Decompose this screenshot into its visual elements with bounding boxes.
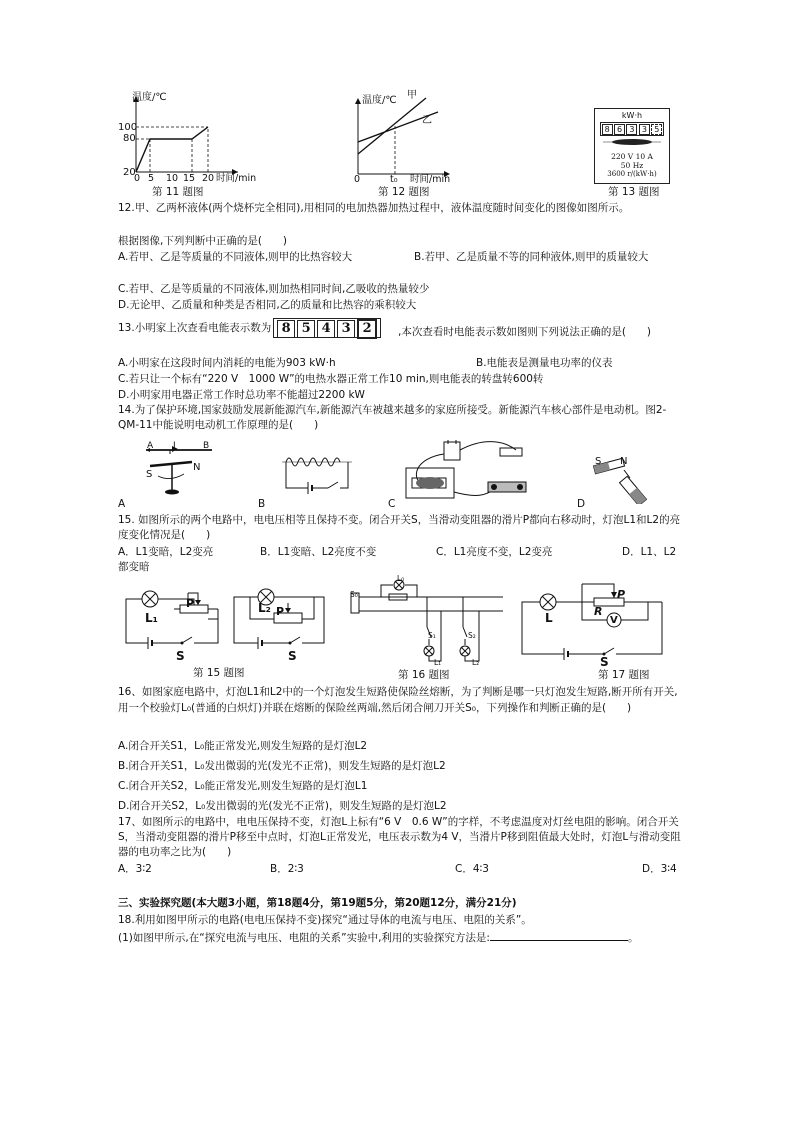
- q14-fig-d-label-n: N: [620, 456, 628, 467]
- q15-stem: 15. 如图所示的两个电路中，电电压相等且保持不变。闭合开关S，当滑动变阻器的滑片P都向右移动时，灯泡L1和L2的亮度变化情况是( ): [118, 514, 681, 541]
- fig16-circuit: [345, 575, 505, 667]
- q14-fig-c: [396, 438, 536, 502]
- q13-digit: 8: [277, 320, 295, 338]
- q14-fig-b: [278, 448, 354, 496]
- q14-stem: 14.为了保护环境,国家鼓励发展新能源汽车,新能源汽车被越来越多的家庭所接受。新能源汽车核心部件是电动机。图2-QM-11中能说明电动机工作原理的是( ): [118, 404, 667, 431]
- fig16-label-l0: L₀: [397, 574, 405, 583]
- q16-option-b: B.闭合开关S1，L₀发出微弱的光(发光不正常)，则发生短路的是灯泡L2: [118, 760, 446, 772]
- q12-option-c: C.若甲、乙是等质量的不同液体,则加热相同时间,乙吸收的热量较少: [118, 283, 430, 295]
- q13-option-d: D.小明家用电器正常工作时总功率不能超过2200 kW: [118, 389, 365, 401]
- fig16-label-s0: S₀: [350, 590, 358, 599]
- q14-label-b: B: [258, 498, 266, 510]
- fig15-label-s-left: S: [176, 649, 185, 663]
- fig13-digit-window: [600, 122, 664, 136]
- q14-label-c: C: [388, 498, 396, 510]
- q14-fig-a-label-n: N: [193, 462, 201, 473]
- q12-option-b: B.若甲、乙是质量不等的同种液体,则甲的质量较大: [414, 251, 649, 263]
- fig12-xtick-t0: t₀: [390, 174, 398, 185]
- q15-option-d: D．L1、L2都变暗: [118, 546, 677, 573]
- q14-fig-a-label-s: S: [146, 469, 153, 480]
- fig13-frequency: 50 Hz: [620, 160, 644, 170]
- fig13-digit: 3: [626, 124, 637, 135]
- fig11-ytick-100: 100: [118, 122, 138, 133]
- fig11-xlabel: 时间/min: [216, 173, 257, 184]
- fig16-caption: 第 16 题图: [398, 669, 450, 681]
- fig15-label-l2: L₂: [258, 601, 271, 615]
- fig15-label-l1: L₁: [145, 611, 158, 625]
- q16-stem: 16、如图家庭电路中，灯泡L1和L2中的一个灯泡发生短路使保险丝熔断，为了判断是哪一只灯泡发生短路,断开所有开关,用一个校验灯L₀(普通的白炽灯)并联在熔断的保险丝两端,然后闭合闸刀开关S₀，下列操作和判断正确的是( ): [118, 686, 678, 715]
- q13-meter-reading: [273, 318, 381, 338]
- fig16-label-s1: S₁: [428, 631, 436, 640]
- fig17-circuit: [518, 580, 668, 662]
- q16-option-c: C.闭合开关S2，L₀能正常发光,则发生短路的是灯泡L1: [118, 780, 368, 792]
- fig12-xlabel: 时间/min: [410, 174, 451, 185]
- fig13-digit: 5: [651, 124, 662, 135]
- fig15-label-p-right: P: [276, 605, 285, 618]
- q14-label-d: D: [577, 498, 586, 510]
- fig16-label-lamp2: L₂: [472, 658, 480, 667]
- fig17-label-l: L: [545, 611, 553, 625]
- fig13-rating: 220 V 10 A: [611, 151, 653, 161]
- q15-option-c: C．L1亮度不变，L2变亮: [436, 546, 553, 558]
- q16-option-a: A.闭合开关S1，L₀能正常发光,则发生短路的是灯泡L2: [118, 740, 368, 752]
- fig17-label-p: P: [617, 588, 626, 601]
- q13-option-a: A.小明家在这段时间内消耗的电能为903 kW·h: [118, 357, 336, 369]
- fig12-xtick-0: 0: [354, 174, 361, 185]
- q13-option-c: C.若只让一个标有“220 V 1000 W”的电热水器正常工作10 min,则电能表的转盘转600转: [118, 373, 544, 385]
- q12-stem-2: 根据图像,下列判断中正确的是( ): [118, 235, 288, 247]
- fig15-label-s-right: S: [288, 649, 297, 663]
- fig13-unit: kW·h: [621, 111, 643, 120]
- q16-option-d: D.闭合开关S2，L₀发出微弱的光(发光不正常)，则发生短路的是灯泡L2: [118, 800, 447, 812]
- fig17-caption: 第 17 题图: [598, 669, 650, 681]
- q12-stem: 12.甲、乙两杯液体(两个烧杯完全相同),用相同的电加热器加热过程中，液体温度随时间变化的图像如图所示。: [118, 202, 630, 214]
- q18-answer-blank[interactable]: [490, 930, 628, 941]
- fig15-caption: 第 15 题图: [193, 667, 245, 679]
- fig13-meter: [594, 108, 670, 184]
- q14-fig-a-label-i: I: [173, 441, 176, 451]
- fig13-digit: 8: [602, 124, 613, 135]
- q17-option-c: C．4∶3: [455, 863, 489, 875]
- fig13-disc-icon: [595, 137, 669, 147]
- q14-label-a: A: [118, 498, 126, 510]
- fig11-graph: [118, 92, 308, 184]
- fig11-caption: 第 11 题图: [152, 186, 204, 198]
- fig17-label-v: V: [610, 615, 618, 626]
- fig11-xtick-20: 20: [202, 173, 215, 184]
- q15-option-b: B．L1变暗、L2亮度不变: [260, 546, 377, 558]
- fig11-xtick-15: 15: [183, 173, 196, 184]
- q13-stem-pre: 13.小明家上次查看电能表示数为: [118, 322, 272, 334]
- fig11-xtick-5: 5: [148, 173, 155, 184]
- fig17-label-r: R: [594, 605, 603, 618]
- fig11-xtick-10: 10: [166, 173, 179, 184]
- q14-fig-a-label-a: A: [147, 441, 154, 451]
- q14-fig-d-label-s: S: [595, 456, 602, 467]
- fig17-label-s: S: [600, 655, 609, 669]
- q15-option-a: A．L1变暗，L2变亮: [118, 546, 214, 558]
- section3-title: 三、实验探究题(本大题3小题，第18题4分，第19题5分，第20题12分，满分21分): [118, 897, 517, 909]
- fig13-digit: 6: [614, 124, 625, 135]
- q13-stem: [118, 318, 383, 338]
- fig12-caption: 第 12 题图: [378, 186, 430, 198]
- q18-part1-text: (1)如图甲所示,在“探究电流与电压、电阻的关系”实验中,利用的实验探究方法是:: [118, 932, 490, 944]
- q17-option-a: A．3∶2: [118, 863, 152, 875]
- fig16-label-lamp1: L₁: [434, 658, 442, 667]
- q13-digit: 3: [337, 320, 355, 338]
- q17-stem: 17、如图所示的电路中，电电压保持不变，灯泡L上标有“6 V 0.6 W”的字样，不考虑温度对灯丝电阻的影响。闭合开关S，当滑动变阻器的滑片P移至中点时，灯泡L正常发光，电压表示数为4 V，当滑片P移到阻值最大处时，灯泡L与滑动变阻器的电功率之比为( ): [118, 816, 681, 858]
- q18-part1-end: 。: [627, 932, 639, 944]
- q12-option-d: D.无论甲、乙质量和种类是否相同,乙的质量和比热容的乘积较大: [118, 299, 417, 311]
- fig15-label-p-left: P: [186, 597, 195, 610]
- q18-part1: [118, 930, 684, 946]
- fig12-series-jia: 甲: [407, 90, 417, 101]
- q13-digit: 2: [357, 319, 377, 339]
- q14-fig-a-label-b: B: [203, 441, 210, 451]
- fig12-ylabel: 温度/℃: [362, 95, 397, 106]
- q13-digit: 4: [317, 320, 335, 338]
- fig12-graph: [350, 96, 470, 184]
- fig11-ylabel: 温度/℃: [132, 92, 167, 103]
- fig13-constant: 3600 r/(kW·h): [607, 169, 657, 178]
- fig16-label-s2: S₂: [468, 631, 476, 640]
- q18-stem: 18.利用如图甲所示的电路(电电压保持不变)探究“通过导体的电流与电压、电阻的关系”。: [118, 914, 532, 926]
- q17-option-b: B．2∶3: [270, 863, 304, 875]
- fig13-caption: 第 13 题图: [608, 186, 660, 198]
- q13-digit: 5: [297, 320, 315, 338]
- fig11-ytick-20: 20: [123, 167, 136, 178]
- q12-option-a: A.若甲、乙是等质量的不同液体,则甲的比热容较大: [118, 251, 353, 263]
- fig12-series-yi: 乙: [422, 115, 432, 126]
- q17-option-d: D．3∶4: [642, 863, 677, 875]
- q13-stem-post: ,本次查看时电能表示数如图则下列说法正确的是( ): [398, 326, 652, 338]
- q13-option-b: B.电能表是测量电功率的仪表: [476, 357, 613, 369]
- fig13-digit: 3: [639, 124, 650, 135]
- fig11-xtick-0: 0: [134, 173, 141, 184]
- fig11-ytick-80: 80: [123, 133, 136, 144]
